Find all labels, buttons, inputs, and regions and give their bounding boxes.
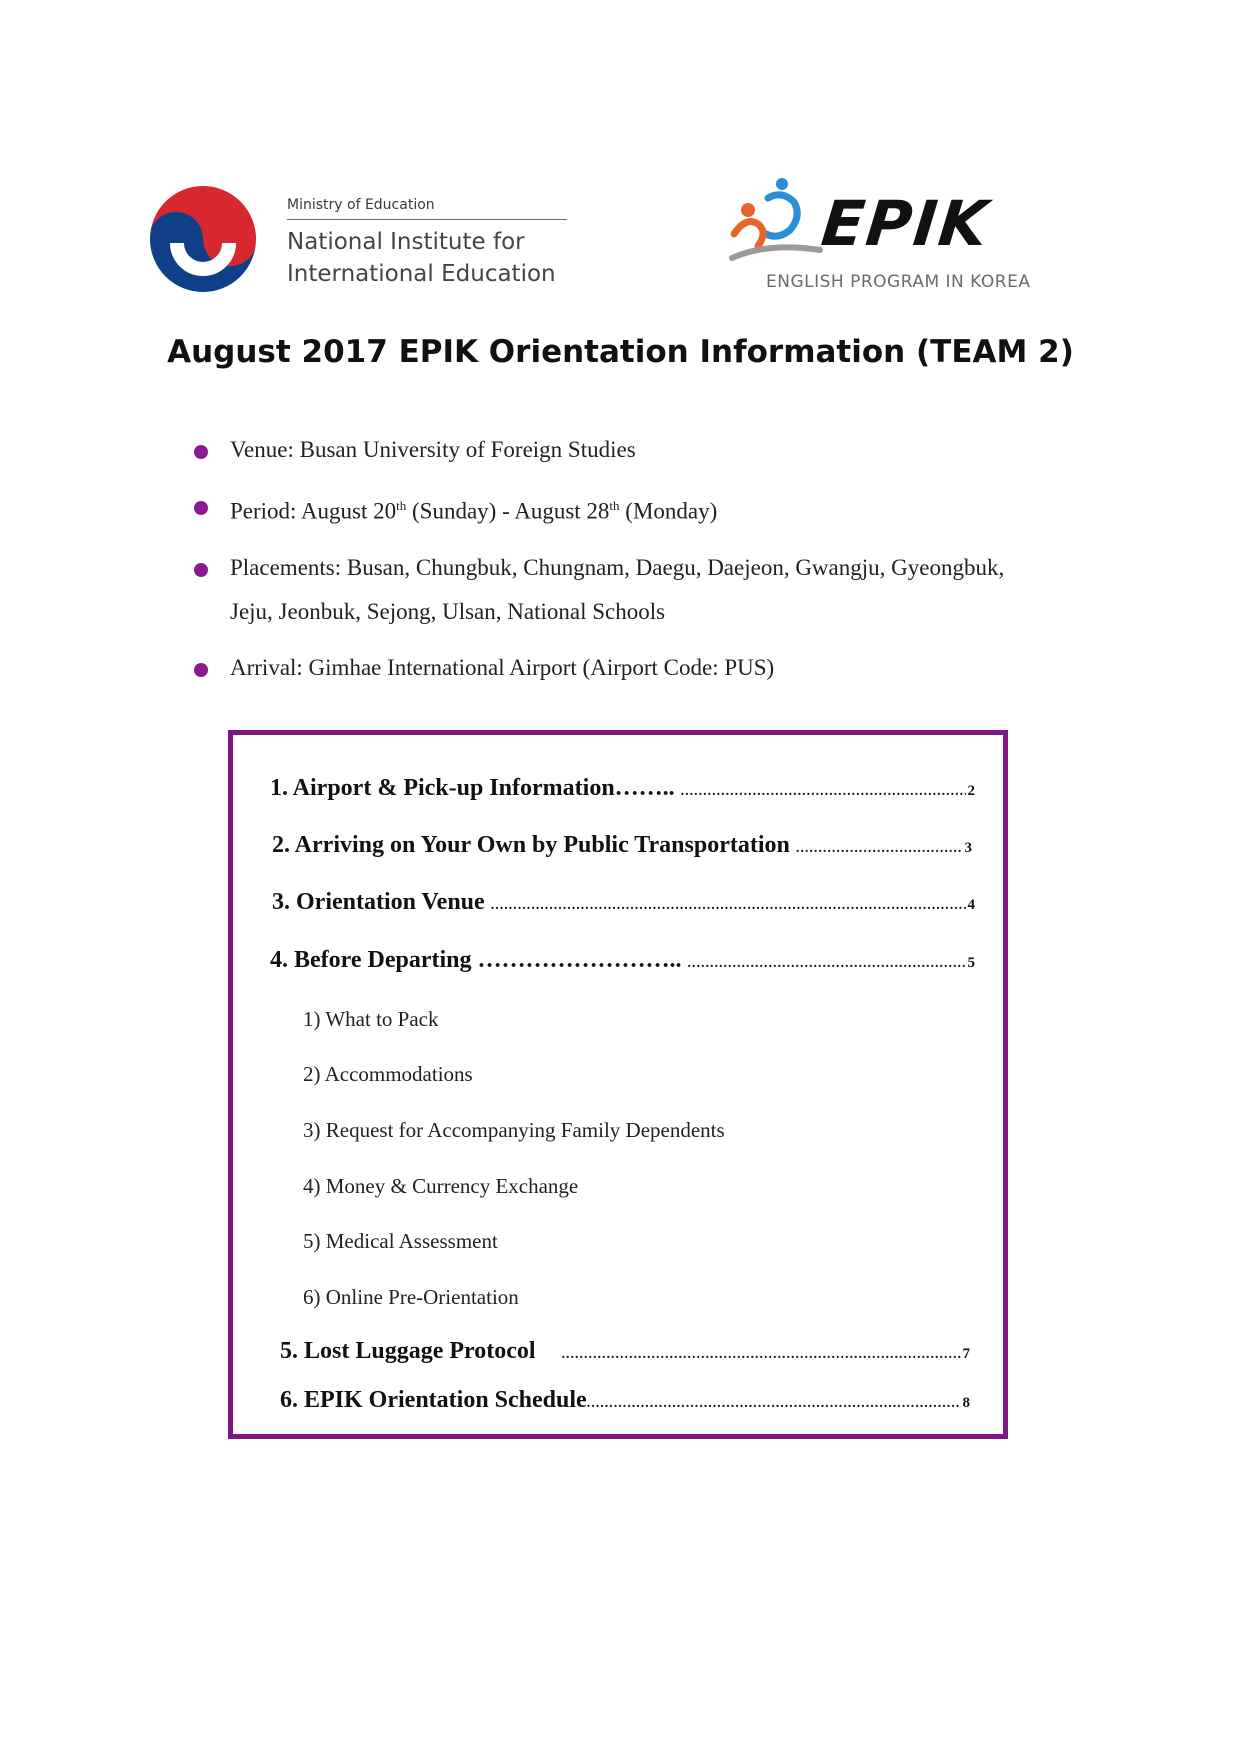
toc-subitem-online-pre-orientation: 6) Online Pre-Orientation (303, 1285, 519, 1309)
toc-item-label: 2. Arriving on Your Own by Public Transportation (272, 832, 790, 858)
bullet-dot-icon (194, 663, 208, 677)
venue-item (190, 428, 1090, 472)
toc-subitem-accommodations: 2) Accommodations (303, 1062, 473, 1086)
toc-item-venue (272, 889, 975, 916)
toc-item-page: 2 (967, 783, 975, 799)
toc-item-schedule (280, 1387, 970, 1414)
toc-leader-dots (562, 1347, 961, 1363)
toc-item-label: 4. Before Departing …………………….. (270, 947, 682, 973)
toc-item-page: 5 (967, 955, 975, 971)
institute-line-2: International Education (287, 261, 556, 287)
toc-item-airport (270, 775, 975, 802)
placements-item (190, 546, 1090, 634)
period-sup-1: th (396, 498, 407, 513)
toc-item-label: 1. Airport & Pick-up Information…….. (270, 775, 675, 801)
nile-text-block (287, 197, 567, 290)
toc-subitem-family-dependents: 3) Request for Accompanying Family Dependents (303, 1118, 725, 1142)
toc-item-page: 7 (962, 1346, 970, 1362)
period-suffix: (Monday) (619, 498, 718, 524)
toc-item-page: 4 (967, 897, 975, 913)
epik-figures-icon (728, 176, 828, 276)
toc-item-public-transport (272, 832, 972, 859)
placements-line-1: Placements: Busan, Chungbuk, Chungnam, Daegu, Daejeon, Gwangju, Gyeongbuk, (230, 554, 1005, 580)
nile-logo (147, 183, 567, 295)
toc-item-before-departing (270, 947, 975, 974)
toc-subitem-what-to-pack: 1) What to Pack (303, 1007, 439, 1031)
toc-item-lost-luggage (280, 1338, 970, 1365)
arrival-item (190, 646, 1090, 690)
toc-leader-dots (681, 784, 966, 800)
taegeuk-emblem-icon (147, 183, 259, 295)
table-of-contents (228, 730, 1008, 1439)
period-middle: (Sunday) - August 28 (406, 498, 610, 524)
arrival-text: Arrival: Gimhae International Airport (Airport Code: PUS) (230, 654, 775, 680)
bullet-dot-icon (194, 445, 208, 459)
venue-text: Venue: Busan University of Foreign Studies (230, 437, 636, 462)
period-item (190, 484, 1090, 534)
toc-item-label: 5. Lost Luggage Protocol (280, 1338, 536, 1364)
info-list (190, 428, 1090, 702)
epik-logo (728, 176, 1031, 296)
bullet-dot-icon (194, 501, 208, 515)
period-sup-2: th (609, 498, 620, 513)
toc-subitem-money: 4) Money & Currency Exchange (303, 1174, 579, 1198)
toc-item-page: 3 (964, 840, 972, 856)
ministry-label: Ministry of Education (287, 197, 567, 220)
period-prefix: Period: August 20 (230, 498, 397, 524)
toc-item-page: 8 (962, 1395, 970, 1411)
epik-wordmark: EPIK (818, 187, 993, 260)
toc-leader-dots (491, 898, 966, 914)
institute-line-1: National Institute for (287, 229, 525, 255)
epik-subtitle: ENGLISH PROGRAM IN KOREA (766, 272, 1031, 292)
toc-item-label: 3. Orientation Venue (272, 889, 485, 915)
toc-item-label: 6. EPIK Orientation Schedule (280, 1387, 587, 1413)
placements-line-2: Jeju, Jeonbuk, Sejong, Ulsan, National Schools (230, 598, 666, 624)
toc-subitem-medical: 5) Medical Assessment (303, 1229, 498, 1253)
toc-leader-dots (796, 841, 963, 857)
page-title: August 2017 EPIK Orientation Information (TEAM 2) (167, 334, 1074, 370)
toc-leader-dots (688, 956, 966, 972)
toc-leader-dots (587, 1396, 961, 1412)
bullet-dot-icon (194, 563, 208, 577)
